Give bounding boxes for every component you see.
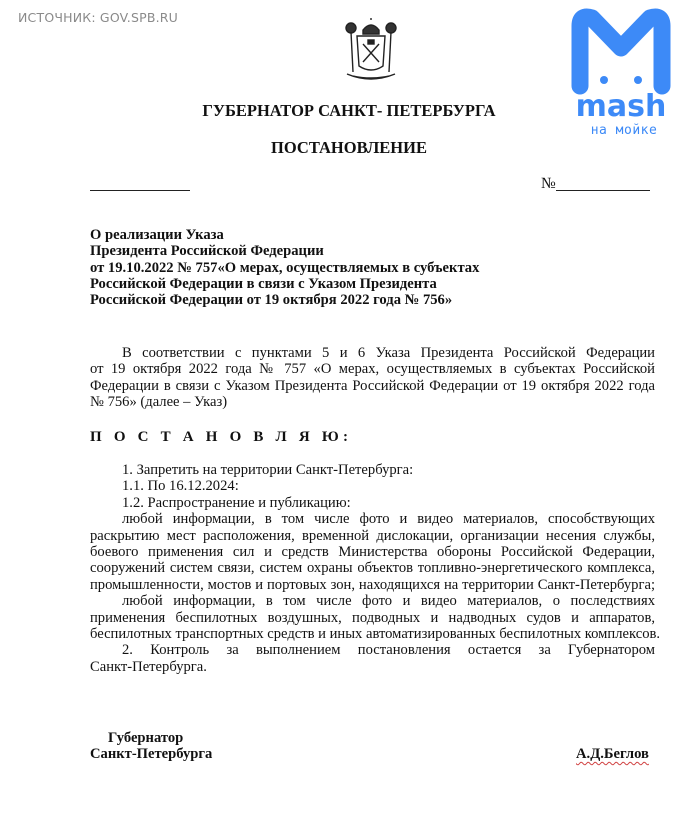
preamble-line: В соответствии с пунктами 5 и 6 Указа Президента Российской Федерации <box>122 345 655 361</box>
subject-line: О реализации Указа <box>90 227 224 243</box>
item-line: 1. Запретить на территории Санкт-Петербурга: <box>122 462 414 478</box>
date-blank-line <box>90 178 190 191</box>
preamble-line: № 756» (далее – Указ) <box>90 394 228 411</box>
signatory-name: А.Д.Беглов <box>576 746 649 762</box>
subject-line: Президента Российской Федерации <box>90 243 324 260</box>
item-line: 2. Контроль за выполнением постановления остается за Губернатором <box>122 642 655 659</box>
item-line: любой информации, в том числе фото и видео материалов, способствующих <box>122 511 655 528</box>
coat-of-arms-emblem <box>343 18 399 84</box>
preamble-paragraph <box>90 345 655 411</box>
subject-line: Российской Федерации в связи с Указом Президента <box>90 275 437 292</box>
mash-brand-text: mash <box>575 89 667 120</box>
number-blank-line <box>556 178 650 191</box>
mash-watermark-logo <box>566 8 676 142</box>
subject-line: Российской Федерации от 19 октября 2022 года № 756» <box>90 292 453 309</box>
item-line: раскрытию мест расположения, временной дислокации, организации несения службы, <box>90 527 655 544</box>
decree-items <box>90 462 661 675</box>
item-line: сооружений систем связи, систем охраны объектов топливно-энергетического комплекса, <box>90 560 655 577</box>
item-line: боевого применения сил и средств Министерства обороны Российской Федерации, <box>90 544 655 561</box>
subject-line: от 19.10.2022 № 757«О мерах, осуществляемых в субъектах <box>90 259 480 276</box>
item-line: 1.1. По 16.12.2024: <box>122 478 239 495</box>
document-type: ПОСТАНОВЛЕНИЕ <box>271 138 427 157</box>
number-label: № <box>541 175 556 192</box>
issuer-title: ГУБЕРНАТОР САНКТ- ПЕТЕРБУРГА <box>202 101 496 120</box>
item-line: беспилотных транспортных средств и иных автоматизированных беспилотных комплексов. <box>90 626 661 643</box>
mash-subtitle: на мойке <box>590 123 658 138</box>
preamble-line: Федерации в связи с Указом Президента Российской Федерации от 19 октября 2022 года <box>90 377 655 394</box>
item-line: Санкт-Петербурга. <box>90 658 207 675</box>
decree-heading: П О С Т А Н О В Л Я Ю: <box>90 429 353 445</box>
document-subject <box>90 227 479 308</box>
signatory-role: Губернатор <box>108 730 184 746</box>
source-label: ИСТОЧНИК: GOV.SPB.RU <box>18 10 179 25</box>
preamble-line: от 19 октября 2022 года № 757 «О мерах, осуществляемых в субъектах Российской <box>90 361 655 378</box>
item-line: 1.2. Распространение и публикацию: <box>122 494 351 511</box>
signatory-role-city: Санкт-Петербурга <box>90 746 213 762</box>
item-line: применения беспилотных воздушных, подводных и надводных судов и аппаратов, <box>90 609 655 626</box>
item-line: промышленности, мостов и портовых зон, находящихся на территории Санкт-Петербурга; <box>90 576 655 593</box>
item-line: любой информации, в том числе фото и видео материалов, о последствиях <box>122 593 655 610</box>
